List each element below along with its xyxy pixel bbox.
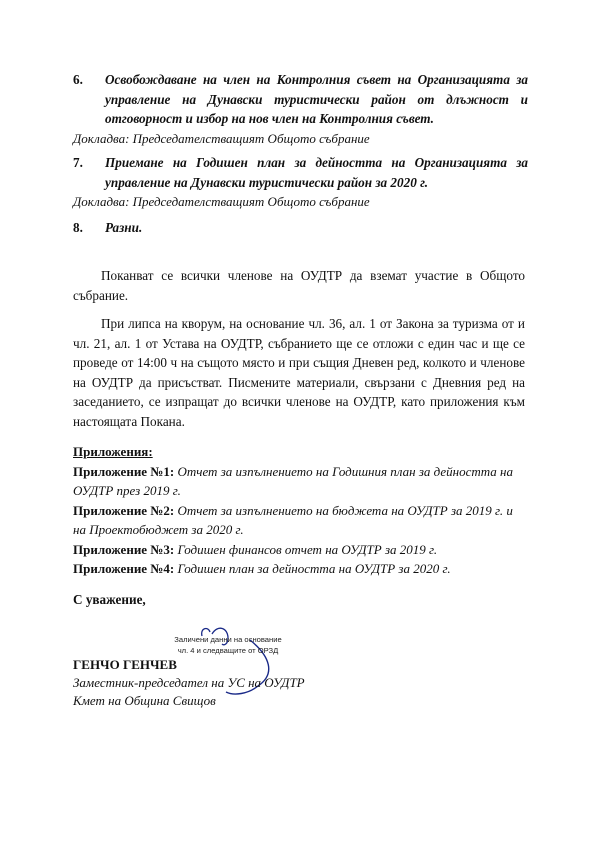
- redaction-note: [158, 634, 298, 656]
- redaction-line-2: чл. 4 и следващите от ОРЗД: [177, 646, 279, 655]
- appendix-item: [73, 501, 528, 540]
- agenda-item-number: 6.: [73, 72, 83, 87]
- invitation-text: Поканват се всички членове на ОУДТР да вземат участие в Общото събрание.: [73, 268, 525, 303]
- agenda-item-reporter: Докладва: Председателстващият Общото събрание: [73, 194, 370, 209]
- agenda-item-number: 7.: [73, 155, 83, 170]
- agenda-item-heading: [73, 218, 528, 238]
- appendix-item: [73, 462, 528, 501]
- agenda-item-6: [73, 70, 528, 148]
- agenda-item-number: 8.: [73, 220, 83, 235]
- quorum-paragraph: [73, 314, 525, 431]
- quorum-text: При липса на кворум, на основание чл. 36, ал. 1 от Закона за туризма от и чл. 21, ал. 1 от Устава на ОУДТР, събранието ще се отложи с един час и ще се проведе от 14:00 ч на същото място и при същия Дневен ред, колкото и членове на ОУДТР да присъстват. Писмените материали, свързани с Дневния ред на заседанието, се изпращат до всички членове на ОУДТР, като приложения към настоящата Покана.: [73, 316, 525, 429]
- appendix-label: Приложение №3:: [73, 541, 175, 557]
- agenda-item-heading: [73, 153, 528, 192]
- signer-name: ГЕНЧО ГЕНЧЕВ: [73, 657, 177, 672]
- closing-salutation: С уважение,: [73, 592, 146, 607]
- agenda-item-7: [73, 153, 528, 211]
- invitation-paragraph: [73, 266, 525, 305]
- agenda-item-heading: [73, 70, 528, 129]
- appendix-label: Приложение №1:: [73, 463, 175, 479]
- appendix-text: Годишен план за дейността на ОУДТР за 2020 г.: [177, 561, 451, 576]
- appendix-text: Отчет за изпълнението на Годишния план за дейността на ОУДТР през 2019 г.: [73, 463, 514, 498]
- signer-role-2: Кмет на Община Свищов: [73, 693, 216, 708]
- agenda-item-title: Освобождаване на член на Контролния съвет на Организацията за управление на Дунавски туристически район от длъжност и отговорност и избор на нов член на Контролния съвет.: [105, 72, 528, 126]
- appendices-title: Приложения:: [73, 444, 153, 459]
- agenda-item-title: Разни.: [105, 220, 143, 235]
- appendix-item: [73, 559, 528, 579]
- signer-role-1: Заместник-председател на УС на ОУДТР: [73, 675, 305, 690]
- appendix-label: Приложение №2:: [73, 502, 175, 518]
- agenda-item-title: Приемане на Годишен план за дейността на Организацията за управление на Дунавски туристически район за 2020 г.: [105, 155, 528, 190]
- appendix-item: [73, 540, 528, 560]
- appendix-label: Приложение №4:: [73, 561, 175, 576]
- appendices-section: [73, 442, 528, 579]
- redaction-line-1: Заличени данни на основание: [174, 635, 282, 644]
- agenda-item-reporter: Докладва: Председателстващият Общото събрание: [73, 130, 370, 146]
- appendix-text: Годишен финансов отчет на ОУДТР за 2019 г.: [177, 541, 438, 557]
- signer-block: [73, 656, 305, 710]
- agenda-item-8: [73, 218, 528, 238]
- appendix-text: Отчет за изпълнението на бюджета на ОУДТР за 2019 г. и на Проектобюджет за 2020 г.: [73, 502, 513, 537]
